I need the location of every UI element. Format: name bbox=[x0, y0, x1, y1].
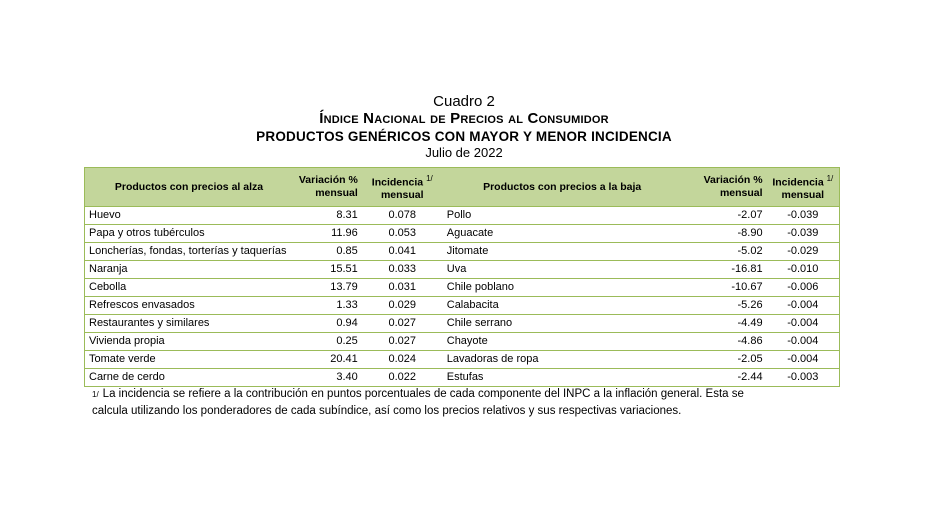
table-row bbox=[85, 261, 840, 279]
down-variation: -4.49 bbox=[682, 315, 767, 333]
up-incidence: 0.041 bbox=[362, 243, 443, 261]
up-variation: 0.85 bbox=[293, 243, 362, 261]
up-variation: 8.31 bbox=[293, 207, 362, 225]
footnote-line2: calcula utilizando los ponderadores de cada subíndice, así como los precios relativos y sus respectivas variaciones. bbox=[92, 405, 682, 417]
up-product-name: Papa y otros tubérculos bbox=[85, 225, 293, 243]
header-down-variation: Variación % mensual bbox=[703, 174, 763, 199]
up-variation: 3.40 bbox=[293, 369, 362, 387]
title-block bbox=[0, 93, 928, 160]
down-variation: -8.90 bbox=[682, 225, 767, 243]
incidence-table bbox=[84, 167, 840, 387]
down-variation: -5.02 bbox=[682, 243, 767, 261]
table-row bbox=[85, 315, 840, 333]
footnote-line1: La incidencia se refiere a la contribución en puntos porcentuales de cada componente del INPC a la inflación general. Esta se bbox=[102, 388, 744, 400]
up-variation: 20.41 bbox=[293, 351, 362, 369]
down-variation: -4.86 bbox=[682, 333, 767, 351]
down-product-name: Estufas bbox=[443, 369, 682, 387]
down-product-name: Lavadoras de ropa bbox=[443, 351, 682, 369]
down-product-name: Aguacate bbox=[443, 225, 682, 243]
up-product-name: Huevo bbox=[85, 207, 293, 225]
down-incidence: -0.004 bbox=[767, 315, 840, 333]
table-header-row bbox=[85, 168, 840, 207]
up-incidence: 0.024 bbox=[362, 351, 443, 369]
table-row bbox=[85, 243, 840, 261]
down-variation: -2.44 bbox=[682, 369, 767, 387]
down-incidence: -0.039 bbox=[767, 207, 840, 225]
down-product-name: Jitomate bbox=[443, 243, 682, 261]
up-product-name: Loncherías, fondas, torterías y taquerías bbox=[85, 243, 293, 261]
up-variation: 11.96 bbox=[293, 225, 362, 243]
up-product-name: Cebolla bbox=[85, 279, 293, 297]
down-incidence: -0.010 bbox=[767, 261, 840, 279]
up-variation: 0.25 bbox=[293, 333, 362, 351]
down-incidence: -0.004 bbox=[767, 297, 840, 315]
down-variation: -2.07 bbox=[682, 207, 767, 225]
report-title: Índice Nacional de Precios al Consumidor bbox=[319, 110, 609, 127]
period-label: Julio de 2022 bbox=[425, 145, 503, 160]
up-variation: 15.51 bbox=[293, 261, 362, 279]
up-variation: 13.79 bbox=[293, 279, 362, 297]
up-product-name: Refrescos envasados bbox=[85, 297, 293, 315]
down-variation: -5.26 bbox=[682, 297, 767, 315]
up-product-name: Naranja bbox=[85, 261, 293, 279]
header-down-incidence: Incidencia $^{1/}$ mensual bbox=[772, 173, 834, 202]
table-row bbox=[85, 351, 840, 369]
header-up-variation: Variación % mensual bbox=[298, 174, 358, 199]
table-row bbox=[85, 279, 840, 297]
footnote-mark: 1/ bbox=[92, 390, 99, 399]
up-product-name: Vivienda propia bbox=[85, 333, 293, 351]
table-row bbox=[85, 225, 840, 243]
down-incidence: -0.029 bbox=[767, 243, 840, 261]
up-incidence: 0.053 bbox=[362, 225, 443, 243]
down-incidence: -0.004 bbox=[767, 333, 840, 351]
table-row bbox=[85, 297, 840, 315]
header-up-incidence: Incidencia $^{1/}$ mensual bbox=[371, 173, 433, 202]
up-variation: 1.33 bbox=[293, 297, 362, 315]
down-product-name: Pollo bbox=[443, 207, 682, 225]
up-incidence: 0.027 bbox=[362, 333, 443, 351]
down-incidence: -0.006 bbox=[767, 279, 840, 297]
table-number: Cuadro 2 bbox=[433, 93, 495, 110]
up-variation: 0.94 bbox=[293, 315, 362, 333]
down-incidence: -0.003 bbox=[767, 369, 840, 387]
down-product-name: Chile serrano bbox=[443, 315, 682, 333]
table-row bbox=[85, 333, 840, 351]
up-incidence: 0.031 bbox=[362, 279, 443, 297]
down-product-name: Uva bbox=[443, 261, 682, 279]
down-product-name: Chile poblano bbox=[443, 279, 682, 297]
footnote bbox=[92, 386, 840, 420]
footnote-mark: 1/ bbox=[426, 173, 433, 183]
up-product-name: Tomate verde bbox=[85, 351, 293, 369]
table-row bbox=[85, 369, 840, 387]
down-incidence: -0.004 bbox=[767, 351, 840, 369]
footnote-mark: 1/ bbox=[826, 173, 834, 183]
table-subtitle: PRODUCTOS GENÉRICOS CON MAYOR Y MENOR INCIDENCIA bbox=[256, 129, 672, 144]
down-product-name: Calabacita bbox=[443, 297, 682, 315]
down-variation: -16.81 bbox=[682, 261, 767, 279]
up-product-name: Restaurantes y similares bbox=[85, 315, 293, 333]
up-incidence: 0.033 bbox=[362, 261, 443, 279]
up-incidence: 0.022 bbox=[362, 369, 443, 387]
down-variation: -2.05 bbox=[682, 351, 767, 369]
header-up-products: Productos con precios al alza bbox=[114, 180, 264, 193]
table-body bbox=[85, 207, 840, 387]
down-incidence: -0.039 bbox=[767, 225, 840, 243]
table-row bbox=[85, 207, 840, 225]
up-incidence: 0.027 bbox=[362, 315, 443, 333]
up-incidence: 0.078 bbox=[362, 207, 443, 225]
down-product-name: Chayote bbox=[443, 333, 682, 351]
header-down-products: Productos con precios a la baja bbox=[483, 180, 642, 193]
up-product-name: Carne de cerdo bbox=[85, 369, 293, 387]
up-incidence: 0.029 bbox=[362, 297, 443, 315]
down-variation: -10.67 bbox=[682, 279, 767, 297]
